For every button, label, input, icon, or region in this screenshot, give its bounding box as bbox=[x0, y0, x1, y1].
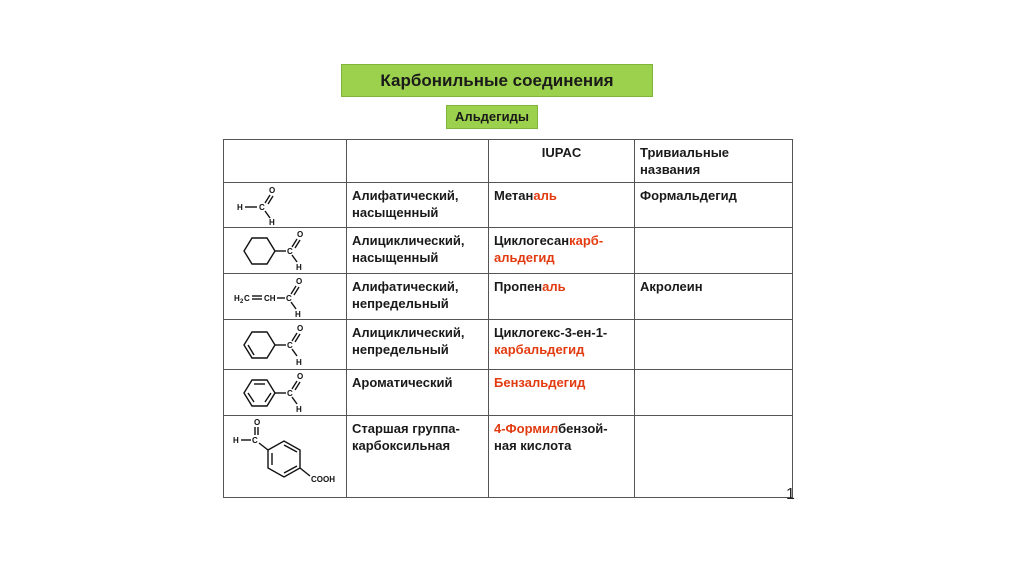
table-row bbox=[224, 228, 793, 274]
svg-text:H: H bbox=[233, 436, 239, 445]
svg-text:H: H bbox=[296, 358, 302, 367]
trivial-cell: Формальдегид bbox=[635, 183, 793, 228]
class-cell: Ароматический bbox=[347, 370, 489, 416]
svg-text:O: O bbox=[254, 418, 261, 427]
svg-text:C: C bbox=[259, 203, 265, 212]
trivial-cell bbox=[635, 370, 793, 416]
cyclohexanecarbaldehyde-structure bbox=[224, 228, 346, 273]
structure-cell bbox=[224, 274, 347, 320]
svg-text:H: H bbox=[295, 310, 301, 319]
svg-text:C: C bbox=[252, 436, 258, 445]
svg-text:O: O bbox=[297, 372, 304, 381]
table-header-row bbox=[224, 140, 793, 183]
class-cell: Старшая группа-карбоксильная bbox=[347, 416, 489, 498]
iupac-cell: 4-Формилбензой-ная кислота bbox=[489, 416, 635, 498]
header-cell-trivial: Тривиальные названия bbox=[635, 140, 793, 183]
header-cell-structure bbox=[224, 140, 347, 183]
class-cell: Алифатический, насыщенный bbox=[347, 183, 489, 228]
benzaldehyde-structure bbox=[224, 370, 346, 415]
page-number: 1 bbox=[786, 486, 795, 503]
trivial-cell bbox=[635, 416, 793, 498]
svg-text:O: O bbox=[269, 186, 276, 195]
table-row bbox=[224, 274, 793, 320]
header-cell-iupac: IUPAC bbox=[489, 140, 635, 183]
svg-text:H: H bbox=[237, 203, 243, 212]
methanal-structure bbox=[224, 183, 346, 227]
table-row bbox=[224, 320, 793, 370]
svg-text:H: H bbox=[296, 405, 302, 414]
aldehydes-table bbox=[223, 139, 793, 498]
iupac-cell: Пропеналь bbox=[489, 274, 635, 320]
structure-cell bbox=[224, 416, 347, 498]
iupac-cell: Циклогесанкарб-альдегид bbox=[489, 228, 635, 274]
structure-cell bbox=[224, 320, 347, 370]
section-subtitle: Альдегиды bbox=[446, 105, 538, 129]
page-title: Карбонильные соединения bbox=[341, 64, 653, 97]
structure-cell bbox=[224, 228, 347, 274]
iupac-cell: Бензальдегид bbox=[489, 370, 635, 416]
svg-text:CH: CH bbox=[264, 294, 276, 303]
svg-text:O: O bbox=[297, 230, 304, 239]
propenal-structure bbox=[224, 274, 346, 319]
cyclohexene-carbaldehyde-structure bbox=[224, 320, 346, 369]
formylbenzoic-acid-structure bbox=[224, 416, 346, 497]
class-cell: Алициклический, непредельный bbox=[347, 320, 489, 370]
trivial-cell bbox=[635, 228, 793, 274]
svg-text:H: H bbox=[296, 263, 302, 272]
svg-text:COOH: COOH bbox=[311, 475, 335, 484]
svg-text:C: C bbox=[287, 389, 293, 398]
svg-text:C: C bbox=[286, 294, 292, 303]
svg-text:C: C bbox=[287, 247, 293, 256]
structure-cell bbox=[224, 183, 347, 228]
iupac-cell: Метаналь bbox=[489, 183, 635, 228]
class-cell: Алициклический, насыщенный bbox=[347, 228, 489, 274]
trivial-cell: Акролеин bbox=[635, 274, 793, 320]
svg-text:O: O bbox=[296, 277, 303, 286]
structure-cell bbox=[224, 370, 347, 416]
svg-text:C: C bbox=[244, 294, 250, 303]
header-cell-class bbox=[347, 140, 489, 183]
svg-text:C: C bbox=[287, 341, 293, 350]
trivial-cell bbox=[635, 320, 793, 370]
table-row bbox=[224, 183, 793, 228]
svg-text:2: 2 bbox=[240, 299, 244, 305]
iupac-cell: Циклогекс-3-ен-1- карбальдегид bbox=[489, 320, 635, 370]
table-row bbox=[224, 416, 793, 498]
svg-text:O: O bbox=[297, 324, 304, 333]
svg-text:H: H bbox=[269, 218, 275, 227]
class-cell: Алифатический, непредельный bbox=[347, 274, 489, 320]
table-row bbox=[224, 370, 793, 416]
svg-text:H: H bbox=[234, 294, 240, 303]
